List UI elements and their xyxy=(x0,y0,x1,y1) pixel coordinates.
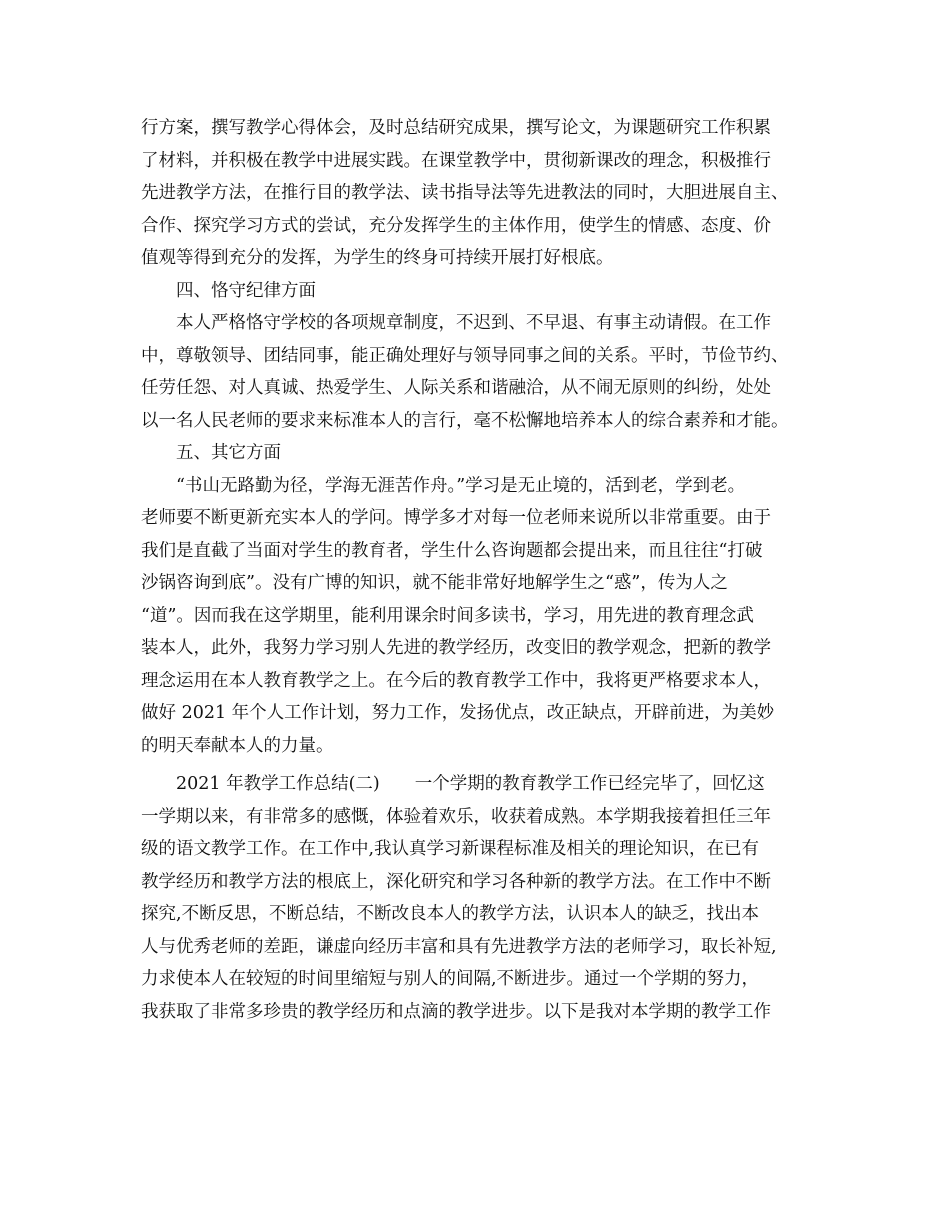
text-line: 我们是直截了当面对学生的教育者，学生什么咨询题都会提出来，而且往往“打破 xyxy=(141,540,763,561)
text-line: 中，尊敬领导、团结同事，能正确处理好与领导同事之间的关系。平时，节俭节约、 xyxy=(141,345,789,366)
text-line: 教学经历和教学方法的根底上，深化研究和学习各种新的教学方法。在工作中不断 xyxy=(141,871,771,892)
text-line: 的明天奉献本人的力量。 xyxy=(141,735,334,756)
text-line: 我获取了非常多珍贵的教学经历和点滴的教学进步。以下是我对本学期的教学工作 xyxy=(141,1001,771,1022)
text-line: 了材料，并积极在教学中进展实践。在课堂教学中，贯彻新课改的理念，积极推行 xyxy=(141,150,771,171)
text-line: 值观等得到充分的发挥，为学生的终身可持续开展打好根底。 xyxy=(141,248,614,268)
text-line: 老师要不断更新充实本人的学问。博学多才对每一位老师来说所以非常重要。由于 xyxy=(141,508,771,528)
text-line: 沙锅咨询到底”。没有广博的知识，就不能非常好地解学生之“惑”，传为人之 xyxy=(141,573,728,593)
text-line: 人与优秀老师的差距，谦虚向经历丰富和具有先进教学方法的老师学习，取长补短, xyxy=(141,936,777,957)
paragraph-summary-two xyxy=(141,768,831,1028)
document-body xyxy=(141,112,831,1028)
paragraph-discipline xyxy=(141,307,831,437)
text-line: 理念运用在本人教育教学之上。在今后的教育教学工作中，我将更严格要求本人， xyxy=(141,670,771,691)
text-line: 以一名人民老师的要求来标准本人的言行，毫不松懈地培养本人的综合素养和才能。 xyxy=(141,410,789,431)
text-line: 合作、探究学习方式的尝试，充分发挥学生的主体作用，使学生的情感、态度、价 xyxy=(141,215,771,236)
text-line: 装本人，此外，我努力学习别人先进的教学经历，改变旧的教学观念，把新的教学 xyxy=(141,638,771,658)
text-line: “道”。因而我在这学期里，能利用课余时间多读书，学习，用先进的教育理念武 xyxy=(141,605,754,626)
text-line: 本人严格恪守学校的各项规章制度，不迟到、不早退、有事主动请假。在工作 xyxy=(176,313,771,333)
text-line: 2021 年教学工作总结(二) 一个学期的教育教学工作已经完毕了，回忆这 xyxy=(176,774,765,794)
text-line: “书山无路勤为径，学海无涯苦作舟。”学习是无止境的，活到老，学到老。 xyxy=(176,475,746,496)
paragraph-teaching-methods xyxy=(141,112,831,275)
text-line: 级的语文教学工作。在工作中,我认真学习新课程标准及相关的理论知识，在已有 xyxy=(141,839,760,859)
text-line: 任劳任怨、对人真诚、热爱学生、人际关系和谐融洽，从不闹无原则的纠纷，处处 xyxy=(141,378,771,398)
text-line: 一学期以来，有非常多的感慨，体验着欢乐，收获着成熟。本学期我接着担任三年 xyxy=(141,806,771,827)
text-line: 力求使本人在较短的时间里缩短与别人的间隔,不断进步。通过一个学期的努力， xyxy=(141,969,760,989)
text-line: 探究,不断反思，不断总结，不断改良本人的教学方法，认识本人的缺乏，找出本 xyxy=(141,904,760,924)
section-heading-discipline: 四、恪守纪律方面 xyxy=(176,280,316,301)
text-line: 先进教学方法，在推行目的教学法、读书指导法等先进教法的同时，大胆进展自主、 xyxy=(141,183,789,203)
text-line: 行方案，撰写教学心得体会，及时总结研究成果，撰写论文，为课题研究工作积累 xyxy=(141,118,771,138)
paragraph-other xyxy=(141,470,831,763)
section-heading-other: 五、其它方面 xyxy=(176,443,281,463)
text-line: 做好 2021 年个人工作计划，努力工作，发扬优点，改正缺点，开辟前进，为美妙 xyxy=(141,703,775,723)
